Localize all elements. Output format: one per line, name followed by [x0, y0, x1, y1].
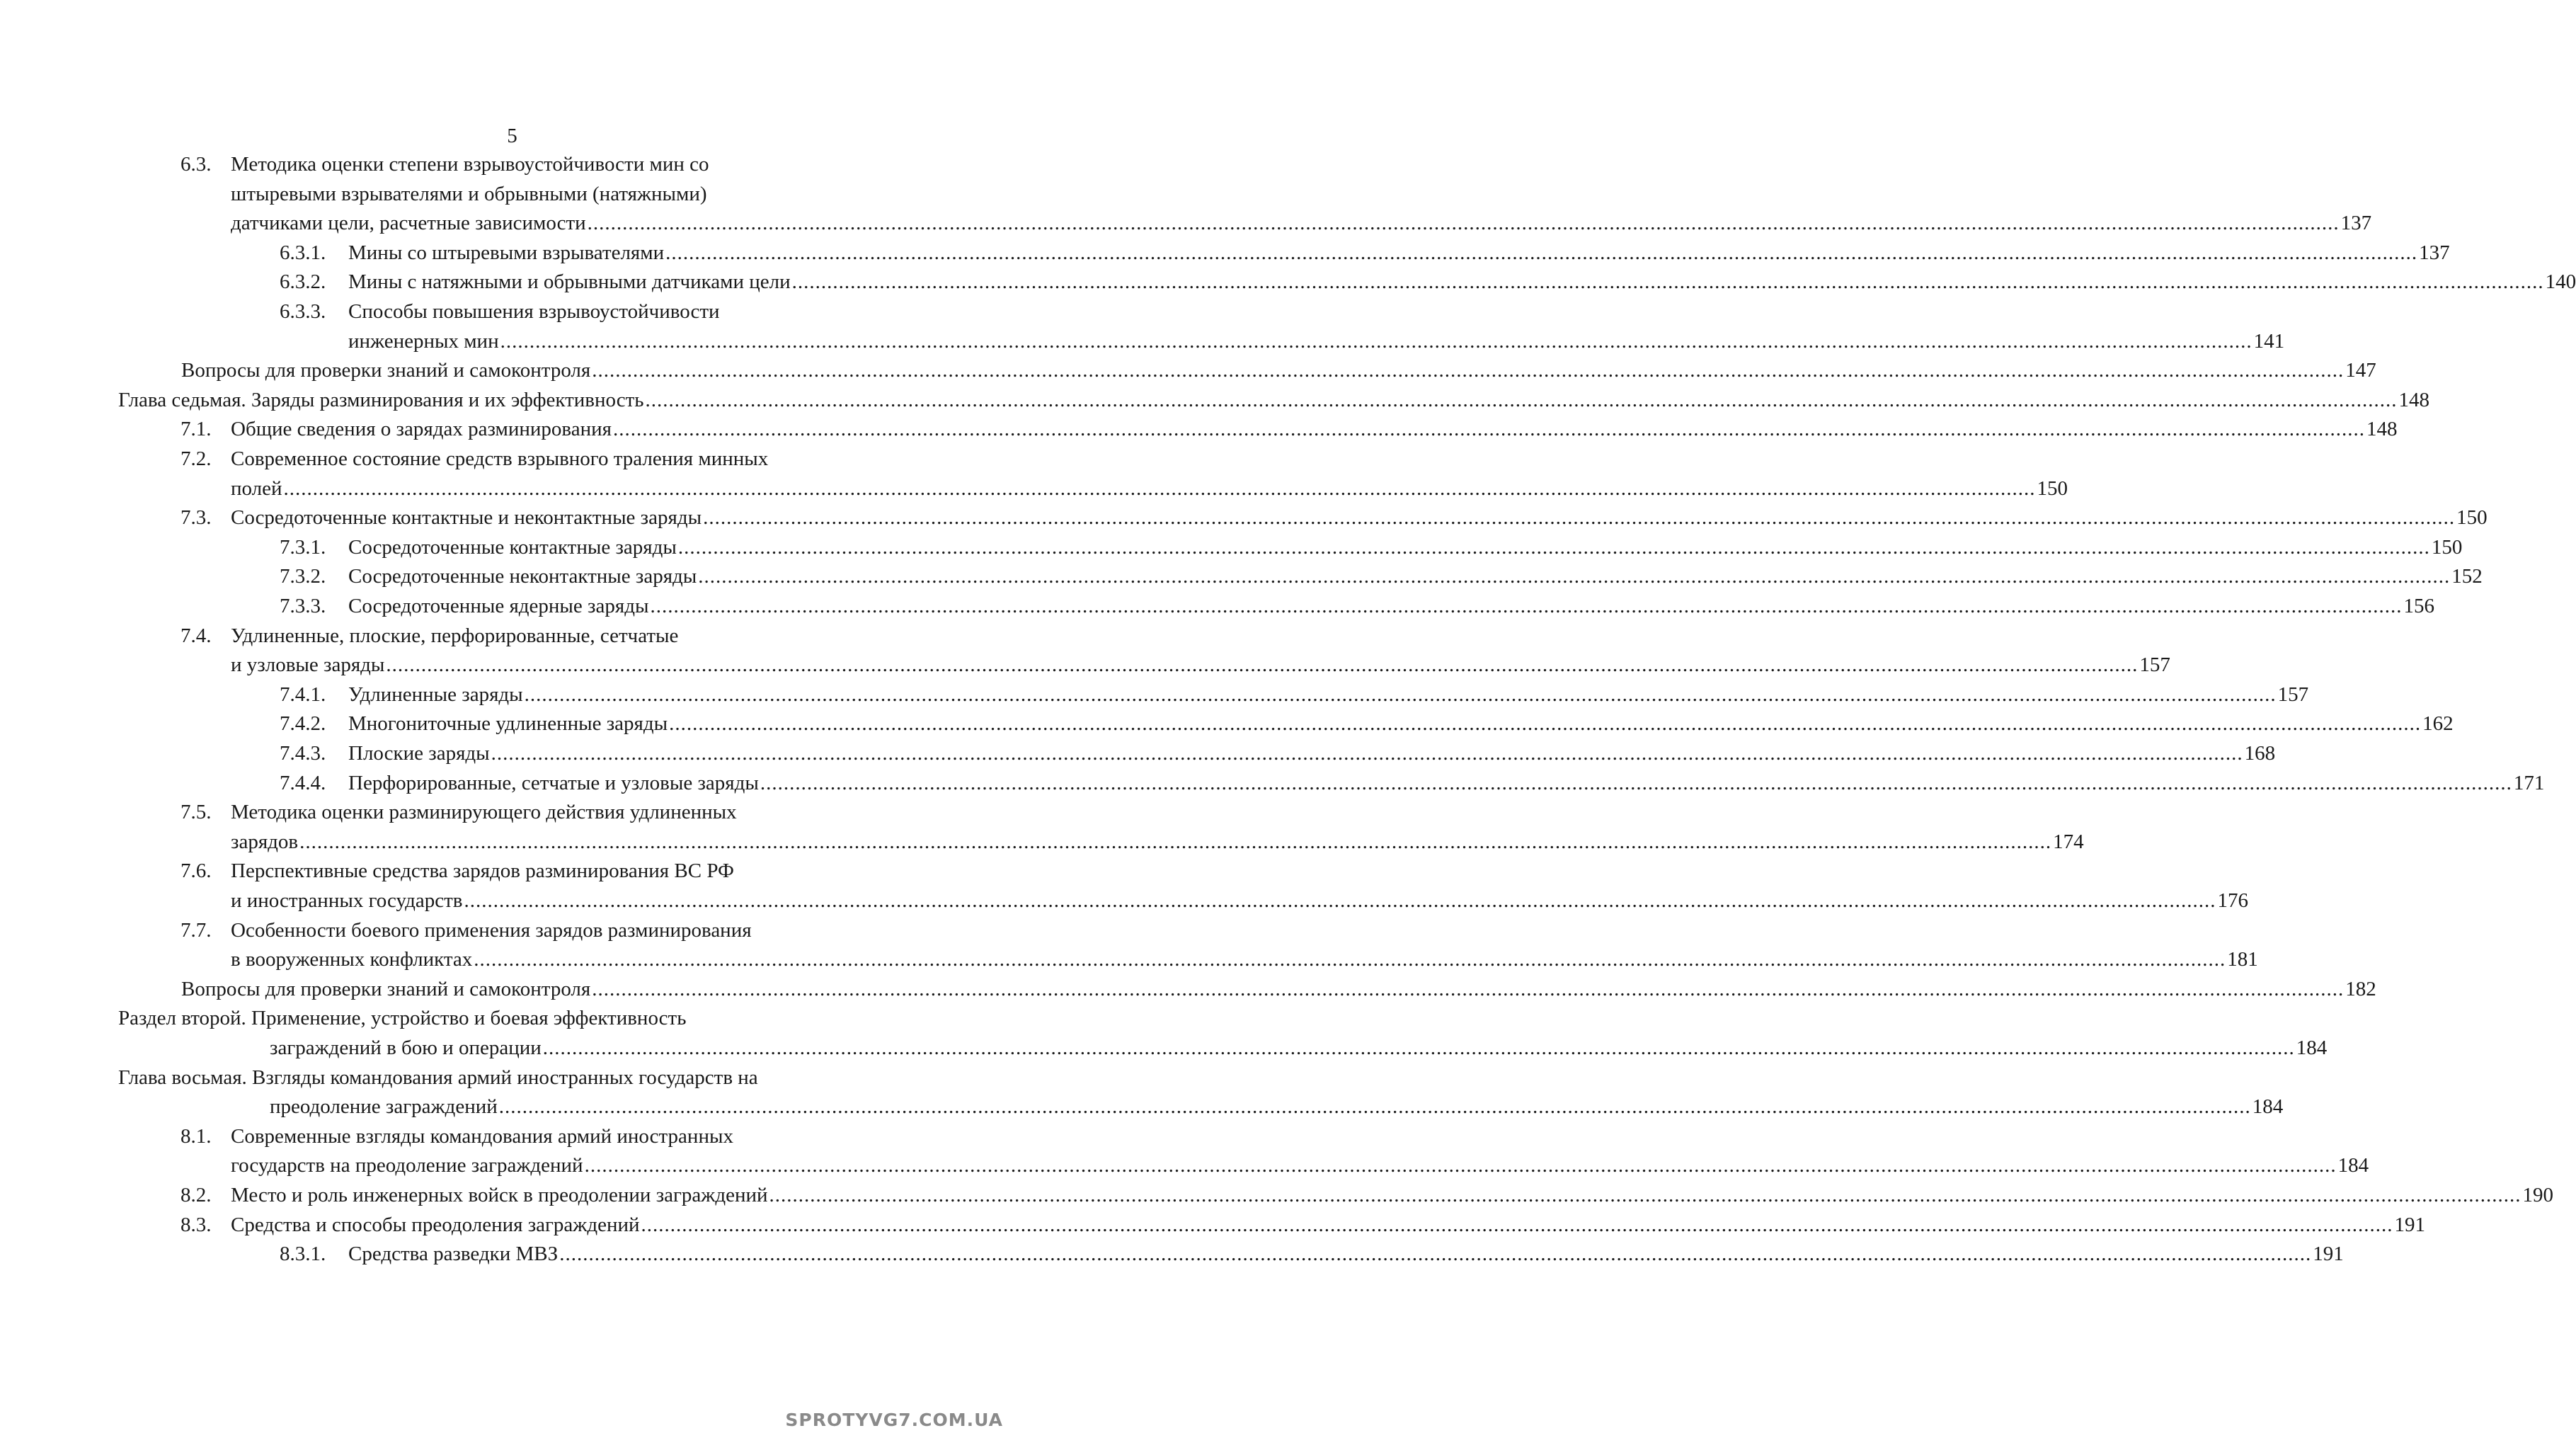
- toc-entry-line: [181, 857, 734, 886]
- toc-entry-title: Особенности боевого применения зарядов разминирования: [231, 918, 752, 942]
- toc-page-number: 148: [2366, 418, 2398, 441]
- watermark: SPROTYVG7.COM.UA: [785, 1410, 1003, 1430]
- toc-entry-line: [280, 297, 720, 326]
- toc-page-number: 182: [2345, 977, 2376, 1000]
- toc-dot-leader: ............................................................................................................................................................................................................................................................................................................: [760, 771, 2512, 794]
- toc-dot-leader: ............................................................................................................................................................................................................................................................................................................: [592, 977, 2345, 1000]
- toc-dot-leader: ............................................................................................................................................................................................................................................................................................................: [587, 212, 2340, 235]
- toc-entry-line: [231, 945, 2258, 974]
- toc-entry-title: заграждений в бою и операции: [270, 1037, 542, 1059]
- toc-entry-line: [280, 592, 2434, 621]
- toc-page-number: 176: [2217, 889, 2248, 912]
- toc-entry-line: [270, 1092, 2284, 1121]
- toc-page-number: 168: [2244, 742, 2276, 765]
- toc-page-number: 191: [2394, 1213, 2426, 1236]
- toc-page-number: 148: [2398, 388, 2429, 411]
- toc-dot-leader: ............................................................................................................................................................................................................................................................................................................: [464, 889, 2216, 912]
- toc-entry-line: [118, 1063, 758, 1092]
- toc-entry-number: 7.7.: [181, 918, 212, 942]
- toc-dot-leader: ............................................................................................................................................................................................................................................................................................................: [542, 1037, 2295, 1059]
- toc-entry-title: Перспективные средства зарядов разминирования ВС РФ: [231, 860, 734, 883]
- toc-page-number: 137: [2419, 241, 2450, 264]
- toc-entry-number: 7.4.3.: [280, 742, 326, 765]
- toc-entry-line: [348, 327, 2285, 356]
- toc-page-number: 184: [2296, 1037, 2328, 1059]
- toc-dot-leader: ............................................................................................................................................................................................................................................................................................................: [669, 712, 2422, 736]
- toc-entry-title: Вопросы для проверки знаний и самоконтроля: [181, 977, 591, 1000]
- toc-entry-title: инженерных мин: [348, 329, 499, 353]
- toc-entry-title: штыревыми взрывателями и обрывными (натяжными): [231, 182, 707, 205]
- toc-entry-title: Удлиненные заряды: [348, 683, 523, 706]
- toc-entry-title: Сосредоточенные ядерные заряды: [348, 595, 649, 617]
- toc-dot-leader: ............................................................................................................................................................................................................................................................................................................: [559, 1243, 2312, 1266]
- toc-dot-leader: ............................................................................................................................................................................................................................................................................................................: [299, 830, 2052, 853]
- toc-entry-title: зарядов: [231, 830, 299, 853]
- toc-entry-number: 6.3.3.: [280, 300, 326, 323]
- toc-entry-number: 6.3.: [181, 153, 212, 176]
- toc-dot-leader: ............................................................................................................................................................................................................................................................................................................: [641, 1213, 2393, 1236]
- toc-dot-leader: ............................................................................................................................................................................................................................................................................................................: [592, 359, 2345, 382]
- toc-entry-title: и иностранных государств: [231, 889, 463, 912]
- toc-entry-title: Методика оценки разминирующего действия удлиненных: [231, 801, 737, 824]
- toc-entry-line: [280, 239, 2450, 268]
- toc-entry-title: полей: [231, 476, 282, 500]
- toc-entry-title: Плоские заряды: [348, 742, 490, 765]
- toc-entry-title: государств на преодоление заграждений: [231, 1154, 583, 1177]
- toc-dot-leader: ............................................................................................................................................................................................................................................................................................................: [791, 270, 2544, 294]
- toc-entry-number: 6.3.2.: [280, 270, 326, 294]
- toc-dot-leader: ............................................................................................................................................................................................................................................................................................................: [665, 241, 2418, 264]
- toc-entry-title: Методика оценки степени взрывоустойчивости мин со: [231, 153, 709, 176]
- toc-entry-line: [231, 180, 707, 209]
- toc-dot-leader: ............................................................................................................................................................................................................................................................................................................: [386, 653, 2139, 677]
- toc-entry-title: Средства и способы преодоления заграждений: [231, 1213, 640, 1236]
- toc-entry-line: [280, 562, 2483, 591]
- toc-entry-line: [181, 1122, 733, 1151]
- toc-entry-number: 8.2.: [181, 1184, 212, 1206]
- toc-entry-line: [280, 533, 2463, 562]
- toc-entry-title: преодоление заграждений: [270, 1095, 498, 1119]
- toc-entry-line: [280, 769, 2545, 798]
- toc-dot-leader: ............................................................................................................................................................................................................................................................................................................: [645, 388, 2398, 411]
- toc-entry-line: [181, 622, 679, 651]
- toc-entry-title: Сосредоточенные неконтактные заряды: [348, 565, 697, 588]
- toc-entry-line: [181, 356, 2376, 385]
- toc-entry-title: Средства разведки МВЗ: [348, 1243, 559, 1266]
- toc-entry-line: [181, 798, 737, 827]
- toc-entry-number: 7.3.1.: [280, 535, 326, 559]
- toc-dot-leader: ............................................................................................................................................................................................................................................................................................................: [769, 1184, 2521, 1206]
- toc-entry-line: [231, 474, 2068, 503]
- toc-entry-line: [181, 916, 752, 945]
- toc-dot-leader: ............................................................................................................................................................................................................................................................................................................: [491, 742, 2243, 765]
- toc-page-number: 150: [2037, 476, 2068, 500]
- toc-entry-number: 7.4.: [181, 624, 212, 647]
- toc-page-number: 140: [2545, 270, 2576, 294]
- toc-dot-leader: ............................................................................................................................................................................................................................................................................................................: [500, 329, 2252, 353]
- toc-entry-line: [181, 415, 2398, 444]
- toc-dot-leader: ............................................................................................................................................................................................................................................................................................................: [283, 476, 2036, 500]
- toc-entry-number: 7.4.2.: [280, 712, 326, 736]
- toc-entry-line: [181, 975, 2376, 1004]
- toc-page-number: 162: [2422, 712, 2454, 736]
- toc-entry-line: [231, 1151, 2369, 1180]
- toc-page-number: 157: [2277, 683, 2309, 706]
- toc-dot-leader: ............................................................................................................................................................................................................................................................................................................: [584, 1154, 2337, 1177]
- toc-entry-title: Вопросы для проверки знаний и самоконтроля: [181, 359, 591, 382]
- toc-page-number: 150: [2456, 506, 2488, 530]
- toc-entry-number: 7.6.: [181, 860, 212, 883]
- toc-dot-leader: ............................................................................................................................................................................................................................................................................................................: [613, 418, 2365, 441]
- toc-dot-leader: ............................................................................................................................................................................................................................................................................................................: [474, 948, 2226, 971]
- toc-page-number: 190: [2522, 1184, 2554, 1206]
- toc-page-number: 181: [2227, 948, 2258, 971]
- toc-dot-leader: ............................................................................................................................................................................................................................................................................................................: [498, 1095, 2251, 1119]
- toc-entry-title: Мины с натяжными и обрывными датчиками цели: [348, 270, 791, 294]
- toc-entry-title: Современное состояние средств взрывного траления минных: [231, 447, 769, 470]
- toc-entry-number: 7.3.: [181, 506, 212, 530]
- toc-page-number: 157: [2139, 653, 2170, 677]
- toc-entry-title: Перфорированные, сетчатые и узловые заряды: [348, 771, 759, 794]
- toc-entry-line: [231, 886, 2248, 915]
- toc-entry-title: датчиками цели, расчетные зависимости: [231, 212, 586, 235]
- toc-entry-number: 7.2.: [181, 447, 212, 470]
- page-number: 5: [507, 125, 517, 147]
- toc-dot-leader: ............................................................................................................................................................................................................................................................................................................: [650, 595, 2403, 617]
- toc-entry-number: 8.3.: [181, 1213, 212, 1236]
- toc-entry-title: Современные взгляды командования армий иностранных: [231, 1124, 733, 1148]
- toc-dot-leader: ............................................................................................................................................................................................................................................................................................................: [677, 535, 2430, 559]
- toc-entry-line: [231, 651, 2170, 680]
- toc-entry-number: 6.3.1.: [280, 241, 326, 264]
- toc-entry-number: 8.3.1.: [280, 1243, 326, 1266]
- toc-entry-line: [118, 386, 2429, 415]
- toc-entry-line: [231, 209, 2372, 238]
- toc-page-number: 174: [2053, 830, 2084, 853]
- toc-entry-title: Глава седьмая. Заряды разминирования и их эффективность: [118, 388, 644, 411]
- toc-entry-line: [270, 1034, 2328, 1063]
- toc-page-number: 150: [2431, 535, 2463, 559]
- toc-page-number: 171: [2513, 771, 2545, 794]
- toc-page-number: 137: [2340, 212, 2372, 235]
- toc-entry-line: [181, 445, 769, 474]
- toc-page-number: 147: [2345, 359, 2376, 382]
- toc-entry-title: и узловые заряды: [231, 653, 385, 677]
- toc-entry-line: [181, 503, 2488, 532]
- toc-entry-title: Глава восьмая. Взгляды командования армий иностранных государств на: [118, 1066, 758, 1089]
- toc-page-number: 184: [2337, 1154, 2369, 1177]
- toc-entry-line: [280, 1240, 2344, 1269]
- toc-dot-leader: ............................................................................................................................................................................................................................................................................................................: [703, 506, 2456, 530]
- toc-entry-title: Многониточные удлиненные заряды: [348, 712, 668, 736]
- toc-dot-leader: ............................................................................................................................................................................................................................................................................................................: [698, 565, 2451, 588]
- toc-page-number: 152: [2451, 565, 2483, 588]
- toc-entry-title: Сосредоточенные контактные заряды: [348, 535, 677, 559]
- toc-entry-title: Раздел второй. Применение, устройство и боевая эффективность: [118, 1007, 687, 1030]
- toc-entry-line: [118, 1004, 686, 1033]
- toc-entry-title: Место и роль инженерных войск в преодолении заграждений: [231, 1184, 768, 1206]
- toc-entry-line: [280, 709, 2454, 738]
- toc-entry-number: 7.3.2.: [280, 565, 326, 588]
- toc-entry-line: [280, 268, 2576, 297]
- toc-page-number: 184: [2252, 1095, 2284, 1119]
- toc-entry-line: [280, 680, 2309, 709]
- toc-entry-title: Общие сведения о зарядах разминирования: [231, 418, 612, 441]
- toc-entry-number: 7.4.4.: [280, 771, 326, 794]
- toc-entry-line: [181, 1181, 2554, 1210]
- toc-entry-line: [181, 150, 709, 179]
- toc-entry-title: Способы повышения взрывоустойчивости: [348, 300, 720, 323]
- toc-entry-line: [181, 1211, 2426, 1240]
- toc-entry-number: 7.3.3.: [280, 595, 326, 617]
- toc-page-number: 156: [2403, 595, 2434, 617]
- toc-entry-title: Удлиненные, плоские, перфорированные, сетчатые: [231, 624, 679, 647]
- toc-entry-title: Сосредоточенные контактные и неконтактные заряды: [231, 506, 702, 530]
- toc-entry-title: в вооруженных конфликтах: [231, 948, 473, 971]
- toc-page-number: 141: [2253, 329, 2285, 353]
- toc-page-number: 191: [2313, 1243, 2344, 1266]
- toc-entry-title: Мины со штыревыми взрывателями: [348, 241, 665, 264]
- toc-entry-number: 7.5.: [181, 801, 212, 824]
- toc-entry-line: [231, 828, 2084, 857]
- toc-dot-leader: ............................................................................................................................................................................................................................................................................................................: [524, 683, 2277, 706]
- toc-entry-number: 8.1.: [181, 1124, 212, 1148]
- toc-entry-number: 7.4.1.: [280, 683, 326, 706]
- toc-entry-line: [280, 739, 2276, 768]
- toc-entry-number: 7.1.: [181, 418, 212, 441]
